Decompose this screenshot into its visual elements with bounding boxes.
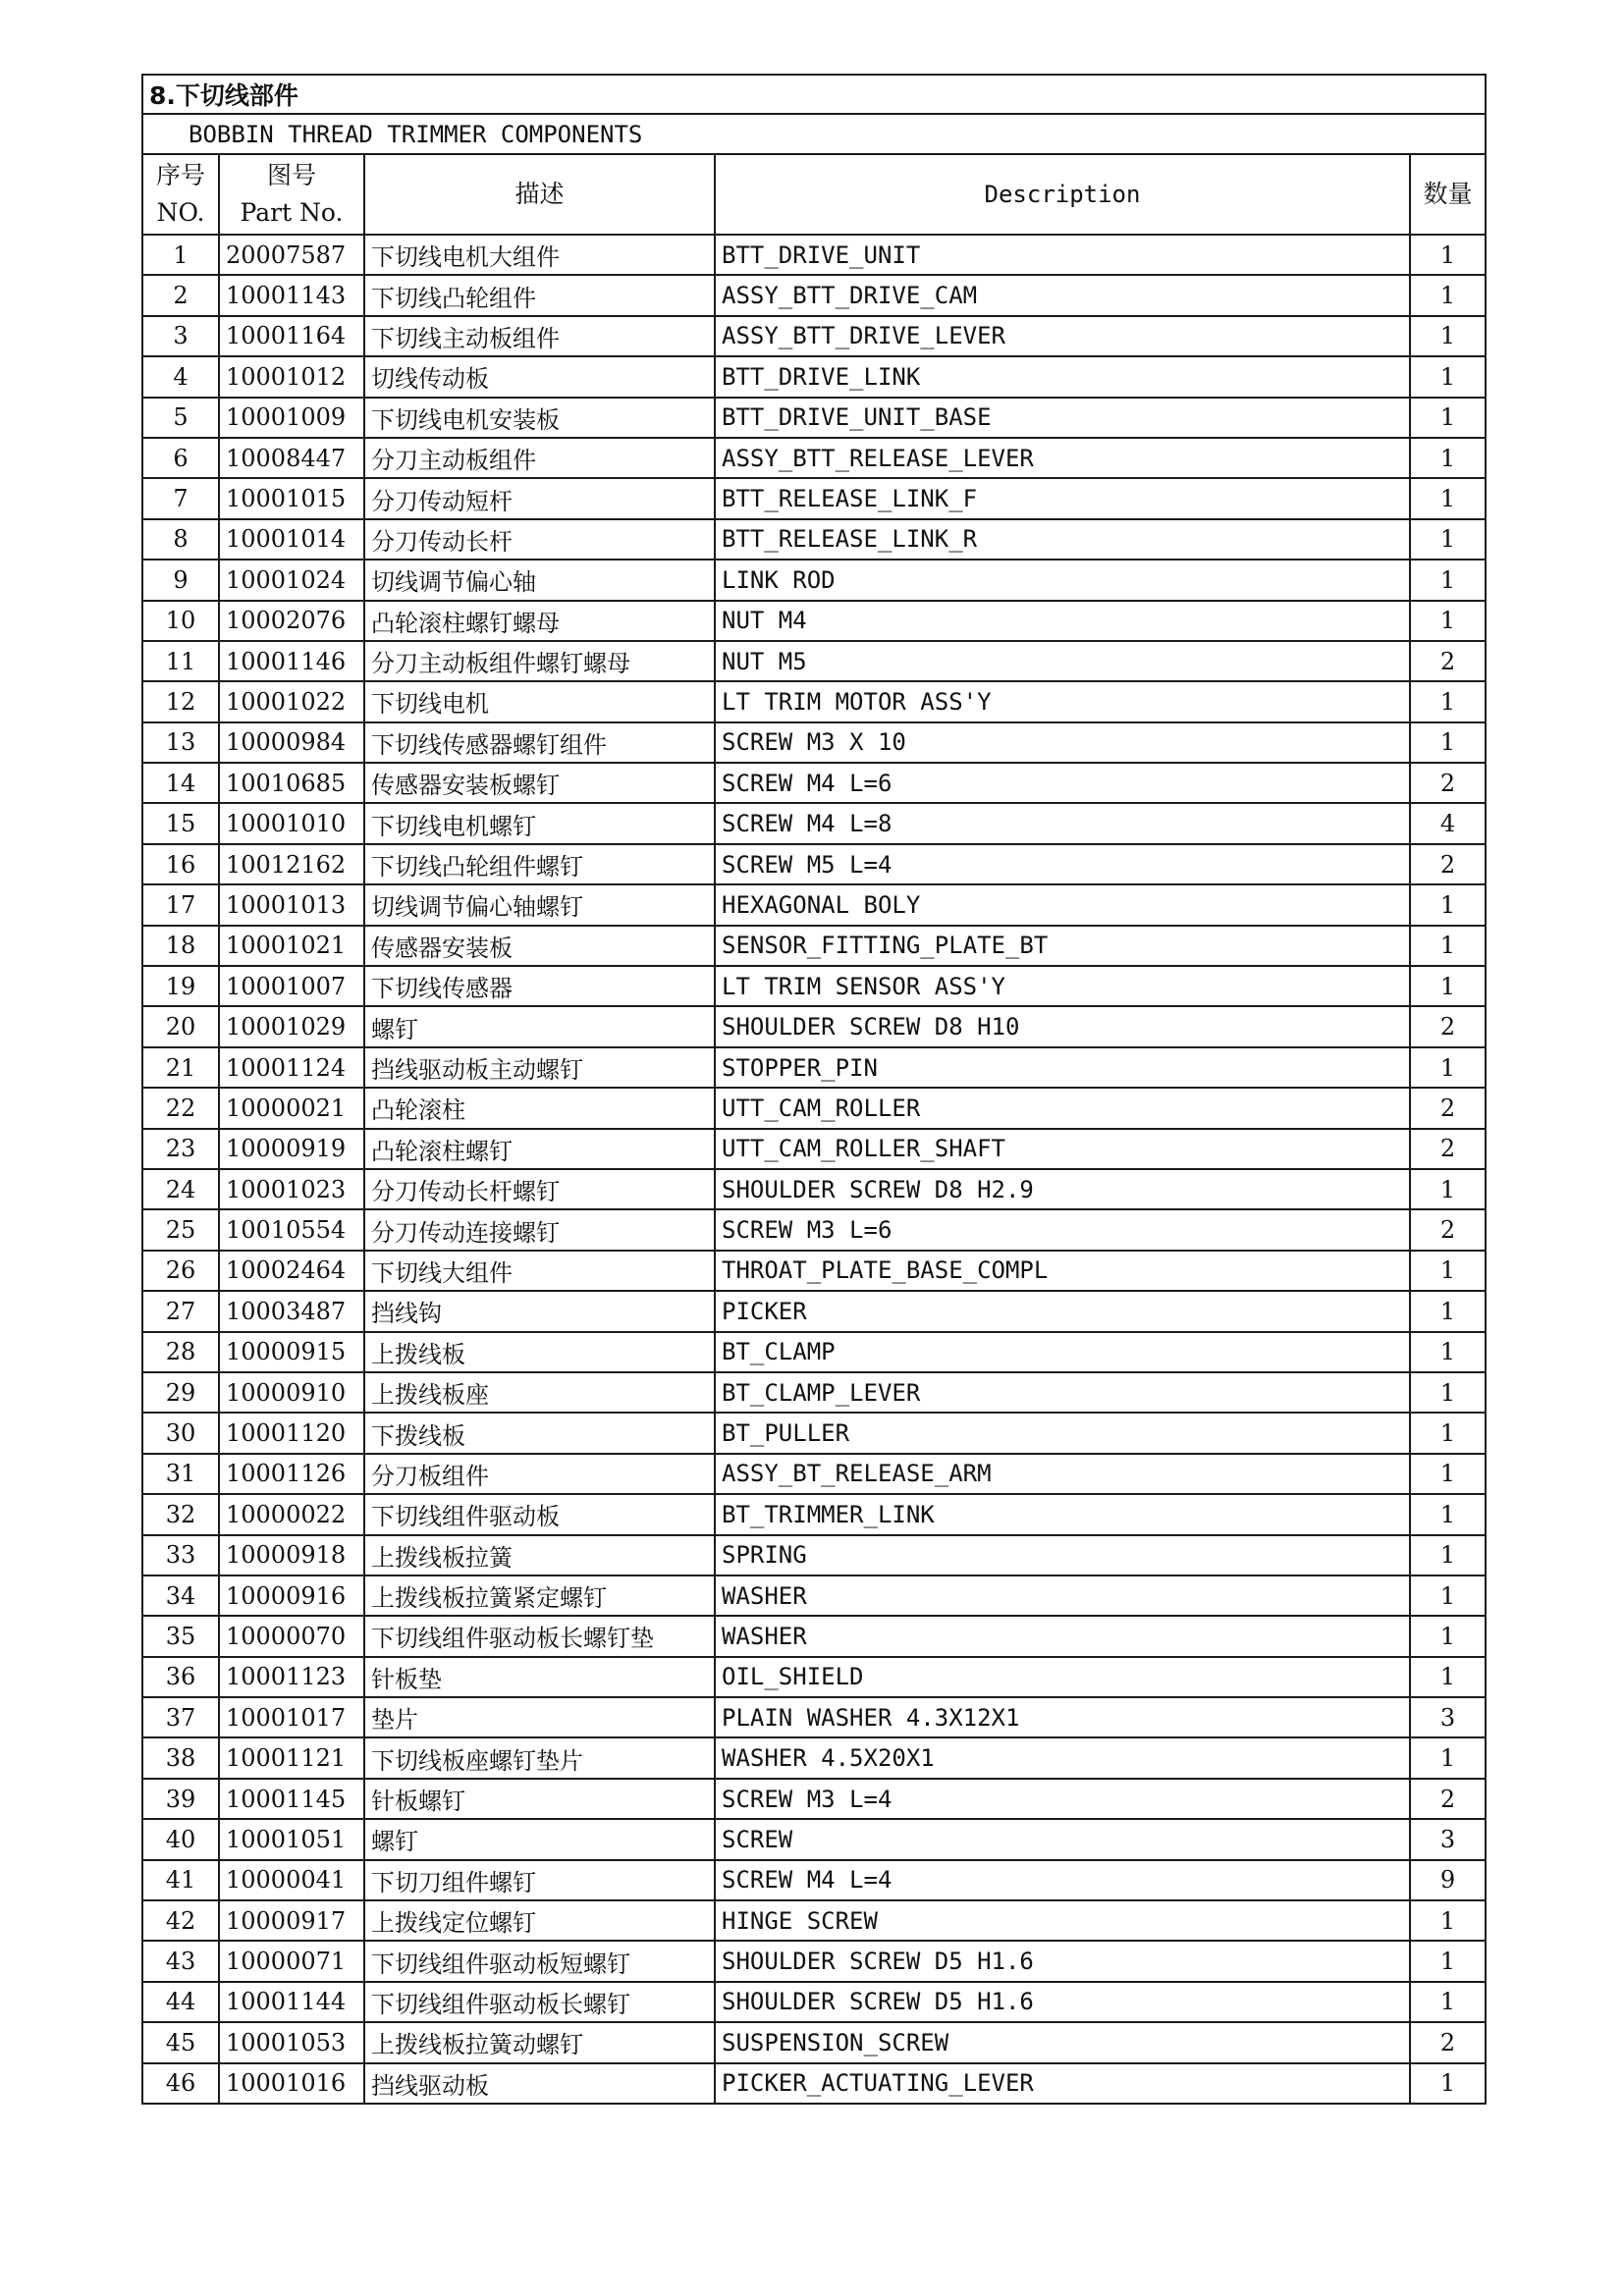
header-part-cn: 图号: [266, 161, 316, 189]
row-description-en: HEXAGONAL BOLY: [715, 884, 1410, 925]
table-row: [142, 1697, 1486, 1737]
row-description-cn: 垫片: [364, 1697, 715, 1737]
row-description-en: SPRING: [715, 1535, 1410, 1575]
row-quantity: 1: [1410, 235, 1486, 275]
row-description-en: BTT_DRIVE_LINK: [715, 356, 1410, 397]
row-description-cn: 下切线主动板组件: [364, 316, 715, 356]
row-quantity: 4: [1410, 803, 1486, 843]
row-number: 44: [142, 1982, 219, 2022]
row-quantity: 3: [1410, 1697, 1486, 1737]
row-description-cn: 下切线组件驱动板短螺钉: [364, 1941, 715, 1981]
row-number: 42: [142, 1900, 219, 1941]
header-part-en: Part No.: [240, 198, 344, 227]
row-part-number: 20007587: [219, 235, 364, 275]
row-quantity: 1: [1410, 1535, 1486, 1575]
row-number: 19: [142, 966, 219, 1006]
row-part-number: 10000919: [219, 1129, 364, 1169]
row-description-cn: 螺钉: [364, 1006, 715, 1046]
row-part-number: 10001123: [219, 1657, 364, 1697]
row-number: 13: [142, 722, 219, 763]
row-quantity: 2: [1410, 1779, 1486, 1819]
row-number: 25: [142, 1209, 219, 1250]
header-part: [219, 154, 364, 235]
row-quantity: 1: [1410, 1575, 1486, 1616]
row-part-number: 10001145: [219, 1779, 364, 1819]
row-description-en: LT TRIM SENSOR ASS'Y: [715, 966, 1410, 1006]
row-quantity: 1: [1410, 2063, 1486, 2104]
row-number: 36: [142, 1657, 219, 1697]
row-description-cn: 凸轮滚柱: [364, 1088, 715, 1128]
row-quantity: 1: [1410, 560, 1486, 600]
row-number: 38: [142, 1737, 219, 1778]
row-description-cn: 下拨线板: [364, 1413, 715, 1453]
row-number: 40: [142, 1819, 219, 1859]
row-quantity: 2: [1410, 763, 1486, 803]
row-description-en: SCREW M3 L=4: [715, 1779, 1410, 1819]
row-description-en: BTT_RELEASE_LINK_R: [715, 519, 1410, 560]
row-part-number: 10001022: [219, 681, 364, 721]
row-part-number: 10001126: [219, 1454, 364, 1494]
row-number: 30: [142, 1413, 219, 1453]
row-number: 26: [142, 1251, 219, 1291]
row-description-en: BTT_DRIVE_UNIT: [715, 235, 1410, 275]
row-number: 17: [142, 884, 219, 925]
row-description-cn: 下切线电机安装板: [364, 398, 715, 438]
row-number: 14: [142, 763, 219, 803]
row-quantity: 1: [1410, 1657, 1486, 1697]
row-description-en: STOPPER_PIN: [715, 1047, 1410, 1088]
row-description-en: UTT_CAM_ROLLER: [715, 1088, 1410, 1128]
row-quantity: 9: [1410, 1860, 1486, 1900]
table-row: [142, 1454, 1486, 1494]
table-row: [142, 1494, 1486, 1534]
row-description-en: SHOULDER SCREW D8 H2.9: [715, 1169, 1410, 1209]
header-no-cn: 序号: [155, 161, 205, 189]
table-row: [142, 235, 1486, 275]
row-part-number: 10001146: [219, 641, 364, 681]
row-description-cn: 下切线组件驱动板: [364, 1494, 715, 1534]
row-quantity: 1: [1410, 1454, 1486, 1494]
row-number: 11: [142, 641, 219, 681]
row-description-en: PICKER: [715, 1291, 1410, 1331]
section-title-row: [142, 75, 1486, 114]
row-description-cn: 下切线电机螺钉: [364, 803, 715, 843]
section-subtitle-row: [142, 114, 1486, 154]
row-description-en: PLAIN WASHER 4.3X12X1: [715, 1697, 1410, 1737]
row-quantity: 1: [1410, 1900, 1486, 1941]
row-description-cn: 切线调节偏心轴螺钉: [364, 884, 715, 925]
row-quantity: 1: [1410, 438, 1486, 478]
row-number: 18: [142, 926, 219, 966]
row-part-number: 10001009: [219, 398, 364, 438]
row-description-en: SCREW M3 X 10: [715, 722, 1410, 763]
row-part-number: 10002076: [219, 601, 364, 641]
table-row: [142, 1291, 1486, 1331]
row-quantity: 1: [1410, 1251, 1486, 1291]
row-description-en: BT_CLAMP: [715, 1332, 1410, 1372]
row-description-en: LINK ROD: [715, 560, 1410, 600]
row-quantity: 1: [1410, 681, 1486, 721]
row-quantity: 1: [1410, 1169, 1486, 1209]
table-header-row: [142, 154, 1486, 235]
row-number: 45: [142, 2022, 219, 2062]
row-part-number: 10000022: [219, 1494, 364, 1534]
row-part-number: 10000910: [219, 1372, 364, 1413]
row-description-cn: 下切线组件驱动板长螺钉垫: [364, 1616, 715, 1656]
table-row: [142, 1941, 1486, 1981]
header-no: [142, 154, 219, 235]
row-number: 2: [142, 275, 219, 315]
table-row: [142, 1088, 1486, 1128]
row-description-cn: 传感器安装板螺钉: [364, 763, 715, 803]
row-description-en: BT_CLAMP_LEVER: [715, 1372, 1410, 1413]
table-row: [142, 1047, 1486, 1088]
row-number: 34: [142, 1575, 219, 1616]
row-description-cn: 下切线传感器螺钉组件: [364, 722, 715, 763]
row-quantity: 1: [1410, 1494, 1486, 1534]
row-quantity: 1: [1410, 966, 1486, 1006]
row-description-en: NUT M4: [715, 601, 1410, 641]
row-description-cn: 下切线电机大组件: [364, 235, 715, 275]
row-description-en: SHOULDER SCREW D5 H1.6: [715, 1982, 1410, 2022]
row-description-en: ASSY_BTT_DRIVE_LEVER: [715, 316, 1410, 356]
table-row: [142, 356, 1486, 397]
table-row: [142, 1779, 1486, 1819]
row-description-cn: 凸轮滚柱螺钉: [364, 1129, 715, 1169]
row-description-cn: 下切线电机: [364, 681, 715, 721]
row-description-en: WASHER: [715, 1616, 1410, 1656]
row-description-en: BT_TRIMMER_LINK: [715, 1494, 1410, 1534]
row-part-number: 10001016: [219, 2063, 364, 2104]
row-part-number: 10000917: [219, 1900, 364, 1941]
row-description-en: UTT_CAM_ROLLER_SHAFT: [715, 1129, 1410, 1169]
row-part-number: 10001164: [219, 316, 364, 356]
row-description-cn: 下切线组件驱动板长螺钉: [364, 1982, 715, 2022]
table-row: [142, 1900, 1486, 1941]
table-row: [142, 519, 1486, 560]
row-quantity: 2: [1410, 1006, 1486, 1046]
row-quantity: 1: [1410, 398, 1486, 438]
row-part-number: 10001051: [219, 1819, 364, 1859]
row-part-number: 10008447: [219, 438, 364, 478]
table-row: [142, 722, 1486, 763]
row-part-number: 10003487: [219, 1291, 364, 1331]
table-row: [142, 275, 1486, 315]
row-description-cn: 上拨线板拉簧: [364, 1535, 715, 1575]
row-number: 21: [142, 1047, 219, 1088]
row-description-en: SHOULDER SCREW D8 H10: [715, 1006, 1410, 1046]
row-description-en: WASHER: [715, 1575, 1410, 1616]
row-description-en: SCREW M5 L=4: [715, 844, 1410, 884]
row-description-cn: 针板螺钉: [364, 1779, 715, 1819]
row-description-cn: 螺钉: [364, 1819, 715, 1859]
row-number: 31: [142, 1454, 219, 1494]
row-part-number: 10002464: [219, 1251, 364, 1291]
row-quantity: 1: [1410, 519, 1486, 560]
row-description-en: SENSOR_FITTING_PLATE_BT: [715, 926, 1410, 966]
parts-table: [141, 74, 1487, 2105]
table-row: [142, 1616, 1486, 1656]
row-number: 46: [142, 2063, 219, 2104]
row-part-number: 10000071: [219, 1941, 364, 1981]
row-description-cn: 下切线板座螺钉垫片: [364, 1737, 715, 1778]
row-description-en: SCREW M3 L=6: [715, 1209, 1410, 1250]
row-quantity: 1: [1410, 926, 1486, 966]
row-description-en: WASHER 4.5X20X1: [715, 1737, 1410, 1778]
row-part-number: 10000984: [219, 722, 364, 763]
row-part-number: 10001121: [219, 1737, 364, 1778]
row-quantity: 2: [1410, 1088, 1486, 1128]
table-row: [142, 1129, 1486, 1169]
row-description-cn: 分刀传动短杆: [364, 478, 715, 518]
row-part-number: 10001029: [219, 1006, 364, 1046]
table-row: [142, 2022, 1486, 2062]
row-part-number: 10000918: [219, 1535, 364, 1575]
row-description-en: SCREW M4 L=6: [715, 763, 1410, 803]
row-description-cn: 切线传动板: [364, 356, 715, 397]
table-row: [142, 763, 1486, 803]
row-part-number: 10000916: [219, 1575, 364, 1616]
row-quantity: 2: [1410, 641, 1486, 681]
row-number: 24: [142, 1169, 219, 1209]
table-row: [142, 560, 1486, 600]
row-quantity: 2: [1410, 844, 1486, 884]
row-description-cn: 下切线凸轮组件螺钉: [364, 844, 715, 884]
row-quantity: 2: [1410, 1129, 1486, 1169]
table-row: [142, 316, 1486, 356]
row-number: 7: [142, 478, 219, 518]
row-number: 3: [142, 316, 219, 356]
row-description-cn: 分刀传动连接螺钉: [364, 1209, 715, 1250]
section-subtitle: BOBBIN THREAD TRIMMER COMPONENTS: [142, 114, 1486, 154]
row-quantity: 1: [1410, 316, 1486, 356]
row-description-en: SCREW M4 L=4: [715, 1860, 1410, 1900]
row-quantity: 1: [1410, 884, 1486, 925]
row-part-number: 10001017: [219, 1697, 364, 1737]
row-part-number: 10000041: [219, 1860, 364, 1900]
table-row: [142, 438, 1486, 478]
row-number: 32: [142, 1494, 219, 1534]
row-part-number: 10001120: [219, 1413, 364, 1453]
table-row: [142, 1575, 1486, 1616]
row-number: 12: [142, 681, 219, 721]
row-description-cn: 分刀板组件: [364, 1454, 715, 1494]
row-number: 23: [142, 1129, 219, 1169]
row-description-cn: 下切线传感器: [364, 966, 715, 1006]
row-description-en: SCREW: [715, 1819, 1410, 1859]
row-number: 5: [142, 398, 219, 438]
row-part-number: 10001144: [219, 1982, 364, 2022]
row-number: 29: [142, 1372, 219, 1413]
table-row: [142, 1006, 1486, 1046]
row-description-en: LT TRIM MOTOR ASS'Y: [715, 681, 1410, 721]
row-description-cn: 上拨线板座: [364, 1372, 715, 1413]
row-description-en: SHOULDER SCREW D5 H1.6: [715, 1941, 1410, 1981]
row-number: 43: [142, 1941, 219, 1981]
row-quantity: 1: [1410, 275, 1486, 315]
row-description-en: ASSY_BTT_RELEASE_LEVER: [715, 438, 1410, 478]
row-number: 15: [142, 803, 219, 843]
row-number: 41: [142, 1860, 219, 1900]
row-description-en: BTT_RELEASE_LINK_F: [715, 478, 1410, 518]
row-quantity: 1: [1410, 356, 1486, 397]
row-description-en: HINGE SCREW: [715, 1900, 1410, 1941]
table-row: [142, 1251, 1486, 1291]
row-part-number: 10001012: [219, 356, 364, 397]
row-part-number: 10000915: [219, 1332, 364, 1372]
row-quantity: 1: [1410, 1047, 1486, 1088]
table-row: [142, 1982, 1486, 2022]
row-quantity: 1: [1410, 1291, 1486, 1331]
row-description-cn: 上拨线板拉簧动螺钉: [364, 2022, 715, 2062]
row-description-cn: 切线调节偏心轴: [364, 560, 715, 600]
row-description-en: THROAT_PLATE_BASE_COMPL: [715, 1251, 1410, 1291]
row-part-number: 10010554: [219, 1209, 364, 1250]
row-description-cn: 分刀传动长杆螺钉: [364, 1169, 715, 1209]
row-description-en: BT_PULLER: [715, 1413, 1410, 1453]
table-row: [142, 478, 1486, 518]
row-description-en: SUSPENSION_SCREW: [715, 2022, 1410, 2062]
row-number: 39: [142, 1779, 219, 1819]
row-number: 28: [142, 1332, 219, 1372]
row-number: 37: [142, 1697, 219, 1737]
table-row: [142, 681, 1486, 721]
row-description-cn: 上拨线定位螺钉: [364, 1900, 715, 1941]
table-row: [142, 1372, 1486, 1413]
row-number: 16: [142, 844, 219, 884]
row-part-number: 10012162: [219, 844, 364, 884]
header-desc-cn: 描述: [364, 154, 715, 235]
table-row: [142, 884, 1486, 925]
table-row: [142, 601, 1486, 641]
row-description-cn: 传感器安装板: [364, 926, 715, 966]
row-quantity: 1: [1410, 1332, 1486, 1372]
table-row: [142, 926, 1486, 966]
row-description-cn: 针板垫: [364, 1657, 715, 1697]
row-description-cn: 挡线驱动板主动螺钉: [364, 1047, 715, 1088]
row-part-number: 10001010: [219, 803, 364, 843]
row-part-number: 10001014: [219, 519, 364, 560]
section-title: 8.下切线部件: [142, 75, 1486, 114]
header-no-en: NO.: [156, 198, 205, 227]
table-row: [142, 844, 1486, 884]
row-quantity: 1: [1410, 1616, 1486, 1656]
row-part-number: 10001143: [219, 275, 364, 315]
row-quantity: 1: [1410, 601, 1486, 641]
row-quantity: 3: [1410, 1819, 1486, 1859]
row-quantity: 1: [1410, 1413, 1486, 1453]
row-number: 9: [142, 560, 219, 600]
row-number: 4: [142, 356, 219, 397]
row-description-cn: 凸轮滚柱螺钉螺母: [364, 601, 715, 641]
row-description-en: BTT_DRIVE_UNIT_BASE: [715, 398, 1410, 438]
row-part-number: 10000070: [219, 1616, 364, 1656]
row-description-cn: 分刀主动板组件: [364, 438, 715, 478]
table-row: [142, 1737, 1486, 1778]
row-quantity: 1: [1410, 478, 1486, 518]
row-quantity: 1: [1410, 722, 1486, 763]
table-row: [142, 1657, 1486, 1697]
row-description-cn: 上拨线板: [364, 1332, 715, 1372]
row-description-cn: 下切刀组件螺钉: [364, 1860, 715, 1900]
row-part-number: 10001007: [219, 966, 364, 1006]
row-number: 22: [142, 1088, 219, 1128]
row-number: 33: [142, 1535, 219, 1575]
parts-table-body: [142, 75, 1486, 2104]
row-part-number: 10001124: [219, 1047, 364, 1088]
row-description-cn: 上拨线板拉簧紧定螺钉: [364, 1575, 715, 1616]
table-row: [142, 966, 1486, 1006]
row-description-en: SCREW M4 L=8: [715, 803, 1410, 843]
row-part-number: 10001021: [219, 926, 364, 966]
table-row: [142, 641, 1486, 681]
row-description-en: NUT M5: [715, 641, 1410, 681]
row-number: 8: [142, 519, 219, 560]
row-quantity: 1: [1410, 1737, 1486, 1778]
row-part-number: 10001024: [219, 560, 364, 600]
row-description-en: OIL_SHIELD: [715, 1657, 1410, 1697]
row-description-cn: 挡线钩: [364, 1291, 715, 1331]
table-row: [142, 1819, 1486, 1859]
row-description-cn: 分刀传动长杆: [364, 519, 715, 560]
table-row: [142, 1332, 1486, 1372]
row-number: 10: [142, 601, 219, 641]
row-number: 1: [142, 235, 219, 275]
header-qty: 数量: [1410, 154, 1486, 235]
header-desc-en: Description: [715, 154, 1410, 235]
table-row: [142, 1209, 1486, 1250]
row-quantity: 1: [1410, 1372, 1486, 1413]
table-row: [142, 803, 1486, 843]
row-part-number: 10001013: [219, 884, 364, 925]
row-description-cn: 挡线驱动板: [364, 2063, 715, 2104]
row-description-cn: 下切线凸轮组件: [364, 275, 715, 315]
table-row: [142, 1860, 1486, 1900]
table-row: [142, 1413, 1486, 1453]
table-row: [142, 1169, 1486, 1209]
row-description-en: ASSY_BT_RELEASE_ARM: [715, 1454, 1410, 1494]
row-number: 6: [142, 438, 219, 478]
row-part-number: 10001053: [219, 2022, 364, 2062]
row-part-number: 10010685: [219, 763, 364, 803]
row-part-number: 10001023: [219, 1169, 364, 1209]
row-description-cn: 下切线大组件: [364, 1251, 715, 1291]
row-part-number: 10000021: [219, 1088, 364, 1128]
table-row: [142, 1535, 1486, 1575]
row-description-en: ASSY_BTT_DRIVE_CAM: [715, 275, 1410, 315]
row-quantity: 2: [1410, 2022, 1486, 2062]
row-description-en: PICKER_ACTUATING_LEVER: [715, 2063, 1410, 2104]
row-number: 35: [142, 1616, 219, 1656]
row-quantity: 1: [1410, 1982, 1486, 2022]
row-number: 20: [142, 1006, 219, 1046]
row-number: 27: [142, 1291, 219, 1331]
row-description-cn: 分刀主动板组件螺钉螺母: [364, 641, 715, 681]
row-quantity: 2: [1410, 1209, 1486, 1250]
table-row: [142, 398, 1486, 438]
row-part-number: 10001015: [219, 478, 364, 518]
table-row: [142, 2063, 1486, 2104]
row-quantity: 1: [1410, 1941, 1486, 1981]
